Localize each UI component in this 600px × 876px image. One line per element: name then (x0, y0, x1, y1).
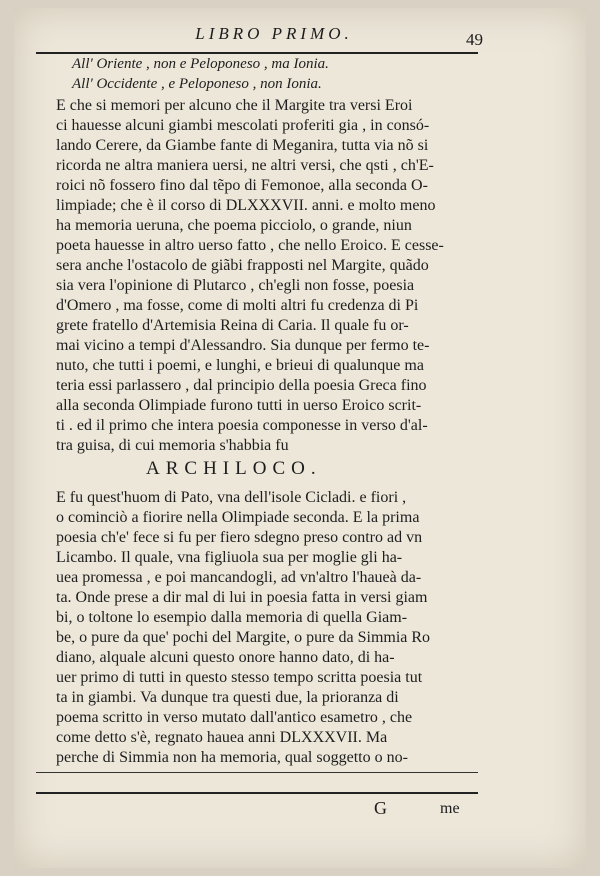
italic-line-2: All' Occidente , e Peloponeso , non Ionia. (72, 76, 322, 92)
paragraph2-line: diano, alquale alcuni questo onore hanno dato, di ha- (56, 649, 395, 666)
paragraph2-line: ta. Onde prese a dir mal di lui in poesia fatta in versi giam (56, 589, 428, 606)
paragraph1-line: sera anche l'ostacolo de giãbi frapposti nel Margite, quãdo (56, 257, 429, 274)
footer-rule (36, 792, 478, 794)
paragraph2-line: poesia ch'e' fece si fu per fiero sdegno preso contro ad vn (56, 529, 423, 546)
paragraph2-line: o cominciò a fiorire nella Olimpiade seconda. E la prima (56, 509, 420, 526)
paragraph2-line: ta in giambi. Va dunque tra questi due, la prioranza di (56, 689, 399, 706)
paragraph2-line: uea promessa , e poi mancandogli, ad vn'altro l'haueà da- (56, 569, 422, 586)
book-page (14, 8, 586, 868)
paragraph2-line: bi, o toltone lo esempio dalla memoria di quella Giam- (56, 609, 408, 626)
paragraph2-line: E fu quest'huom di Pato, vna dell'isole Cicladi. e fiori , (56, 489, 407, 506)
paragraph1-line: alla seconda Olimpiade furono tutti in uerso Eroico scrit- (56, 397, 422, 414)
italic-line-1: All' Oriente , non e Peloponeso , ma Ionia. (72, 56, 329, 72)
paragraph1-line: teria essi parlassero , dal principio della poesia Greca fino (56, 377, 427, 394)
paragraph1-line: ti . ed il primo che intera poesia componesse in verso d'al- (56, 417, 428, 434)
running-head: LIBRO PRIMO. (195, 24, 353, 43)
paragraph1-line: E che si memori per alcuno che il Margite tra versi Eroi (56, 97, 413, 114)
paragraph1-line: ci hauesse alcuni giambi mescolati proferiti gia , in consó- (56, 117, 430, 134)
paragraph1-line: sia vera l'opinione di Plutarco , ch'egli non fosse, poesia (56, 277, 415, 294)
paragraph2-line: be, o pure da que' pochi del Margite, o pure da Simmia Ro (56, 629, 431, 646)
paragraph2-line: uer primo di tutti in questo stesso tempo scritta poesia tut (56, 669, 423, 686)
paragraph1-line: tra guisa, di cui memoria s'habbia fu (56, 437, 289, 454)
paragraph1-line: roici nõ fossero fino dal tẽpo di Femonoe, alla seconda O- (56, 177, 428, 194)
footer-rule-thin (36, 772, 478, 773)
paragraph2-line: poema scritto in verso mutato dall'antico esametro , che (56, 709, 413, 726)
paragraph2-line: Licambo. Il quale, vna figliuola sua per moglie gli ha- (56, 549, 403, 566)
paragraph1-line: ricorda ne altra maniera uersi, ne altri versi, che qsti , ch'E- (56, 157, 434, 174)
paragraph1-line: mai vicino a tempi d'Alessandro. Sia dunque per fermo te- (56, 337, 430, 354)
catchword: me (440, 800, 460, 817)
paragraph2-line: perche di Simmia non ha memoria, qual soggetto o no- (56, 749, 408, 766)
header-rule (36, 52, 478, 54)
paragraph1-line: ha memoria ueruna, che poema picciolo, o grande, niun (56, 217, 412, 234)
paragraph1-line: limpiade; che è il corso di DLXXXVII. anni. e molto meno (56, 197, 436, 214)
paragraph1-line: grete fratello d'Artemisia Reina di Caria. Il quale fu or- (56, 317, 409, 334)
section-title: ARCHILOCO. (146, 458, 322, 479)
paragraph1-line: poeta hauesse in altro uerso fatto , che nello Eroico. E cesse- (56, 237, 444, 254)
paragraph2-line: come detto s'è, regnato hauea anni DLXXXVII. Ma (56, 729, 388, 746)
paragraph1-line: d'Omero , ma fosse, come di molti altri fu credenza di Pi (56, 297, 419, 314)
page-number: 49 (466, 30, 483, 49)
paragraph1-line: lando Cerere, da Giambe fante di Meganira, tutta via nõ si (56, 137, 429, 154)
signature-mark: G (374, 798, 387, 818)
paragraph1-line: nuto, che tutti i poemi, e lunghi, e brieui di qualunque ma (56, 357, 424, 374)
